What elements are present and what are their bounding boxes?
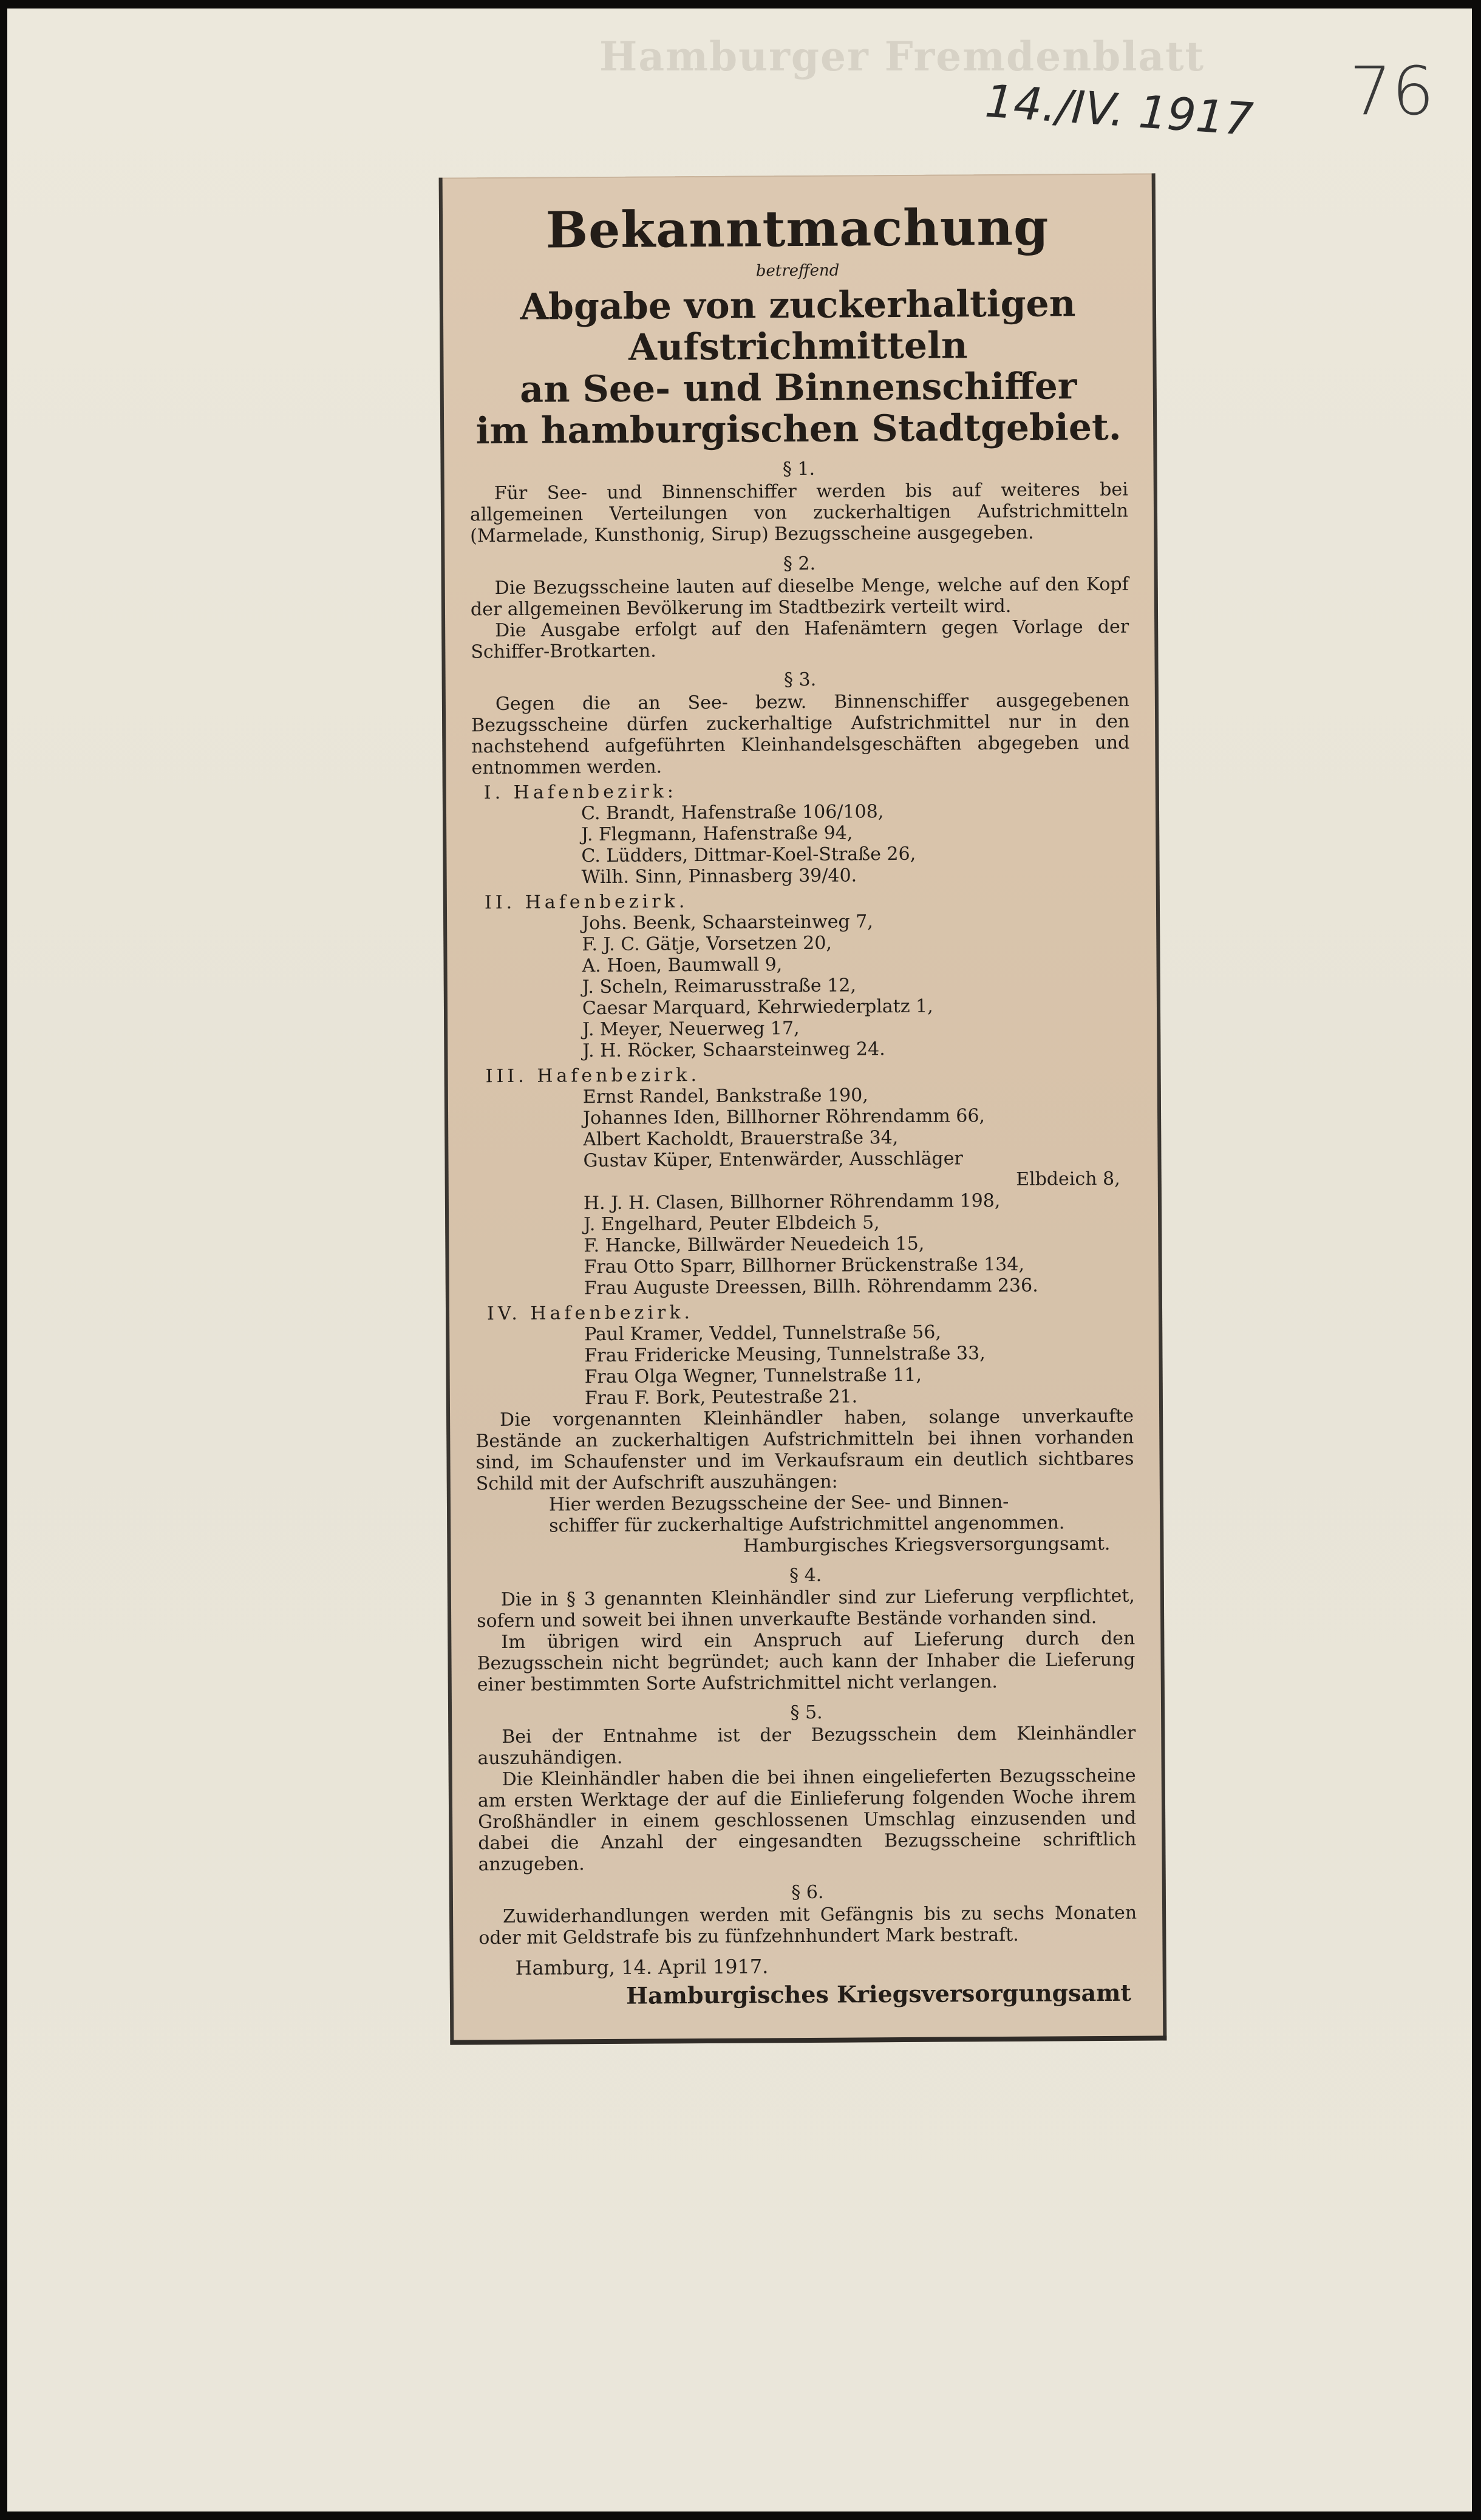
district-1-heading: I. Hafenbezirk: [483, 781, 678, 804]
clipping-edge-bottom [450, 2035, 1166, 2045]
retailer-entry: Caesar Marquard, Kehrwiederplatz 1, [582, 995, 933, 1020]
section-4-text-a: Die in § 3 genannten Kleinhändler sind zur Lieferung verpflichtet, sofern und soweit bei ihnen unverkaufte Bestände vorhanden sind. [477, 1585, 1135, 1632]
section-4-text-b: Im übrigen wird ein Anspruch auf Lieferung durch den Bezugsschein nicht begründet; auch kann der Inhaber die Lieferung einer bestimmten Sorte Aufstrichmittel nicht verlangen. [477, 1627, 1135, 1696]
retailer-entry: H. J. H. Clasen, Billhorner Röhrendamm 198, [583, 1190, 1001, 1214]
section-4-number: § 4. [789, 1564, 822, 1587]
retailer-entry: Frau Olga Wegner, Tunnelstraße 11, [584, 1364, 922, 1388]
clipping-edge-right [1152, 173, 1167, 2040]
headline-line-2: an See- und Binnenschiffer [519, 365, 1077, 411]
retailer-entry-continuation: Elbdeich 8, [1016, 1168, 1120, 1190]
section-5-number: § 5. [790, 1701, 823, 1724]
retailer-entry: Wilh. Sinn, Pinnasberg 39/40. [581, 865, 857, 888]
district-4-heading: IV. Hafenbezirk. [486, 1302, 694, 1325]
retailer-entry: Paul Kramer, Veddel, Tunnelstraße 56, [584, 1321, 942, 1346]
section-2-text-b: Die Ausgabe erfolgt auf den Hafenämtern gegen Vorlage der Schiffer-Brotkarten. [471, 616, 1129, 663]
retailer-entry: F. Hancke, Billwärder Neuedeich 15, [584, 1233, 925, 1257]
section-2-number: § 2. [783, 553, 816, 575]
retailer-entry: Gustav Küper, Entenwärder, Ausschläger [583, 1148, 963, 1172]
section-1-number: § 1. [782, 458, 815, 480]
dateline: Hamburg, 14. April 1917. [515, 1955, 769, 1980]
retailer-entry: C. Lüdders, Dittmar-Koel-Straße 26, [581, 843, 916, 867]
shop-notice-signature: Hamburgisches Kriegsversorgungsamt. [743, 1533, 1111, 1557]
retailer-entry: A. Hoen, Baumwall 9, [582, 954, 783, 977]
retailer-entry: Frau Auguste Dreessen, Billh. Röhrendamm 236. [584, 1275, 1038, 1299]
retailer-entry: F. J. C. Gätje, Vorsetzen 20, [582, 932, 832, 956]
section-3-text: Gegen die an See- bezw. Binnenschiffer ausgegebenen Bezugsscheine dürfen zuckerhaltige Aufstrichmittel nur in den nachstehend aufgeführten Kleinhandelsgeschäften abgegeben und entnommen werden. [471, 689, 1130, 779]
retailer-entry: Frau F. Bork, Peutestraße 21. [584, 1386, 858, 1409]
headline-line-3: im hamburgischen Stadtgebiet. [475, 406, 1122, 453]
retailer-entry: Johs. Beenk, Schaarsteinweg 7, [582, 911, 873, 935]
newspaper-stamp: Hamburger Fremdenblatt [599, 33, 1205, 80]
retailer-entry: J. H. Röcker, Schaarsteinweg 24. [582, 1038, 885, 1062]
section-3-number: § 3. [783, 669, 817, 691]
retailer-entry: J. Engelhard, Peuter Elbdeich 5, [584, 1212, 880, 1236]
district-3-heading: III. Hafenbezirk. [485, 1064, 701, 1088]
retailer-entry: Frau Otto Sparr, Billhorner Brückenstraße 134, [584, 1253, 1025, 1278]
section-5-text-b: Die Kleinhändler haben die bei ihnen eingelieferten Bezugsscheine am ersten Werktage der auf die Einlieferung folgenden Woche ihrem Großhändler in einem geschlossenen Umschlag einzusenden und dabei die Anzahl der eingesandten Bezugsscheine schriftlich anzugeben. [477, 1765, 1137, 1876]
archive-sheet [7, 9, 1472, 2511]
handwritten-page-number: 76 [1349, 52, 1434, 130]
shop-notice-line-1: Hier werden Bezugsscheine der See- und Binnen- [548, 1491, 1009, 1516]
section-1-text: Für See- und Binnenschiffer werden bis auf weiteres bei allgemeinen Verteilungen von zuckerhaltigen Aufstrichmitteln (Marmelade, Kunsthonig, Sirup) Bezugsscheine ausgegeben. [469, 478, 1129, 547]
headline-line-1: Abgabe von zuckerhaltigen Aufstrichmitteln [520, 282, 1076, 369]
retailer-entry: J. Scheln, Reimarusstraße 12, [582, 975, 857, 998]
announcement-title: Bekanntmachung [545, 198, 1049, 260]
issuing-authority-signature: Hamburgisches Kriegsversorgungsamt [626, 1978, 1132, 2009]
retailer-entry: J. Flegmann, Hafenstraße 94, [581, 822, 853, 846]
handwritten-date: 14./IV. 1917 [983, 75, 1255, 146]
retailer-entry: J. Meyer, Neuerweg 17, [582, 1018, 800, 1041]
district-2-heading: II. Hafenbezirk. [484, 891, 689, 914]
section-6-number: § 6. [791, 1881, 824, 1904]
section-2-text-a: Die Bezugsscheine lauten auf dieselbe Menge, welche auf den Kopf der allgemeinen Bevölkerung im Stadtbezirk verteilt wird. [470, 573, 1129, 621]
section-3-text-b: Die vorgenannten Kleinhändler haben, solange unverkaufte Bestände an zuckerhaltigen Aufstrichmitteln bei ihnen vorhanden sind, im Schaufenster und im Verkaufsraum ein deutlich sichtbares Schild mit der Aufschrift auszuhängen: [475, 1405, 1134, 1495]
shop-notice-line-2: schiffer für zuckerhaltige Aufstrichmittel angenommen. [549, 1512, 1065, 1537]
newspaper-clipping [439, 173, 1167, 2045]
retailer-entry: C. Brandt, Hafenstraße 106/108, [580, 801, 884, 825]
section-5-text-a: Bei der Entnahme ist der Bezugsschein dem Kleinhändler auszuhändigen. [477, 1722, 1136, 1769]
retailer-entry: Albert Kacholdt, Brauerstraße 34, [583, 1127, 899, 1151]
section-6-text: Zuwiderhandlungen werden mit Gefängnis bis zu sechs Monaten oder mit Geldstrafe bis zu fünfzehnhundert Mark bestraft. [478, 1902, 1137, 1949]
retailer-entry: Johannes Iden, Billhorner Röhrendamm 66, [582, 1105, 986, 1129]
betreffend-label: betreffend [755, 261, 840, 281]
retailer-entry: Ernst Randel, Bankstraße 190, [582, 1085, 868, 1108]
retailer-entry: Frau Fridericke Meusing, Tunnelstraße 33, [584, 1343, 986, 1367]
clipping-edge-left [439, 178, 454, 2045]
